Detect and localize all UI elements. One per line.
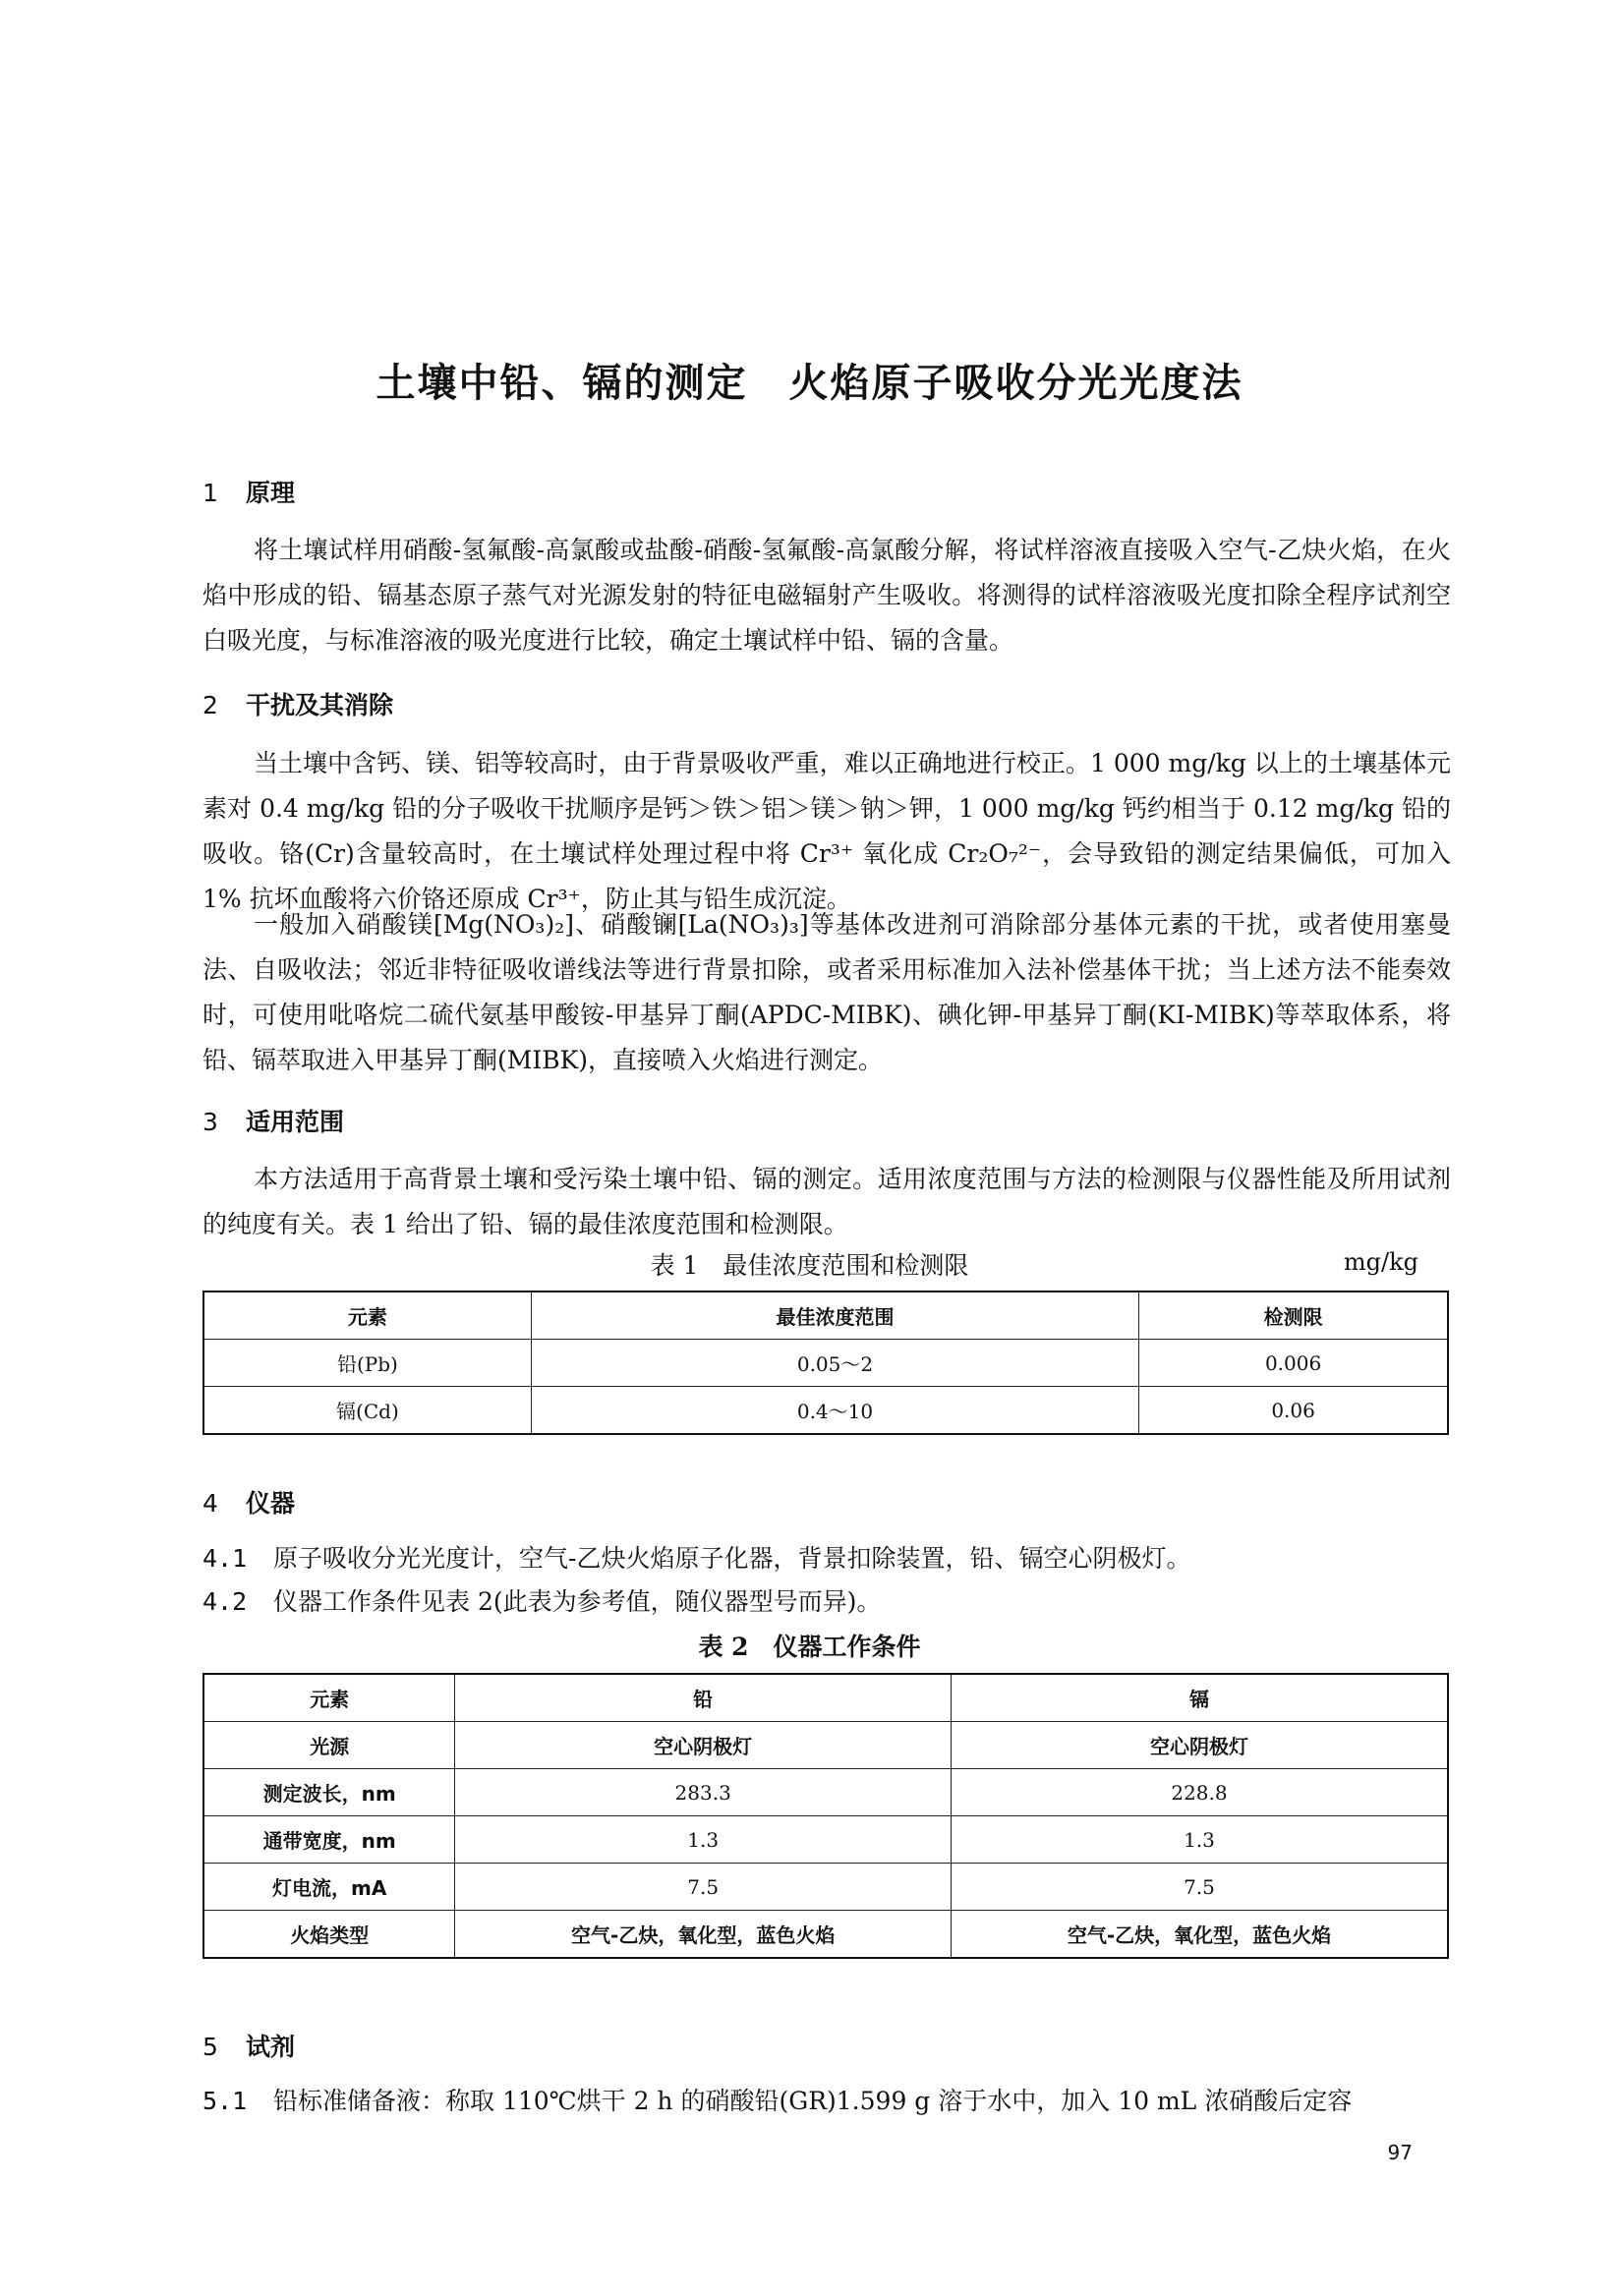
table-cell: 空气-乙炔，氧化型，蓝色火焰 [455, 1911, 952, 1959]
section-1-heading [202, 474, 295, 509]
table-cell: 0.006 [1139, 1340, 1448, 1387]
table-1 [202, 1291, 1449, 1435]
section-title: 干扰及其消除 [246, 691, 394, 719]
table-cell: 空心阴极灯 [455, 1722, 952, 1769]
page-title: 土壤中铅、镉的测定 火焰原子吸收分光光度法 [376, 360, 1243, 406]
table-row [203, 1387, 1448, 1435]
section-3-heading [202, 1103, 344, 1138]
table-header-cell: 检测限 [1139, 1292, 1448, 1340]
table-cell: 0.05～2 [531, 1340, 1138, 1387]
table-cell: 0.06 [1139, 1387, 1448, 1435]
table-1-caption: 表 1 最佳浓度范围和检测限 [650, 1251, 969, 1280]
item-4-1 [202, 1539, 1451, 1578]
table-cell: 283.3 [455, 1769, 952, 1816]
table-cell: 测定波长，nm [203, 1769, 455, 1816]
section-5-heading [202, 2028, 295, 2063]
table-cell: 空心阴极灯 [951, 1722, 1448, 1769]
section-3-paragraph: 本方法适用于高背景土壤和受污染土壤中铅、镉的测定。适用浓度范围与方法的检测限与仪器性能及所用试剂的纯度有关。表 1 给出了铅、镉的最佳浓度范围和检测限。 [202, 1165, 1451, 1238]
section-title: 适用范围 [246, 1108, 345, 1136]
item-number: 5.1 [202, 2087, 248, 2115]
section-number: 1 [202, 479, 218, 507]
table-cell: 1.3 [455, 1816, 952, 1864]
item-number: 4.1 [202, 1544, 248, 1573]
table-header-cell: 镉 [951, 1674, 1448, 1722]
table-header-cell: 最佳浓度范围 [531, 1292, 1138, 1340]
page-number: 97 [1387, 2141, 1413, 2164]
section-title: 试剂 [246, 2033, 296, 2061]
item-5-1 [202, 2082, 1451, 2121]
section-number: 4 [202, 1489, 218, 1518]
table-1-unit: mg/kg [1343, 1248, 1418, 1276]
table-header-cell: 元素 [203, 1292, 531, 1340]
table-row [203, 1722, 1448, 1769]
item-4-2 [202, 1582, 1451, 1622]
table-header-row [203, 1674, 1448, 1722]
section-1-paragraph: 将土壤试样用硝酸-氢氟酸-高氯酸或盐酸-硝酸-氢氟酸-高氯酸分解，将试样溶液直接吸入空气-乙炔火焰，在火焰中形成的铅、镉基态原子蒸气对光源发射的特征电磁辐射产生吸收。将测得的试样溶液吸光度扣除全程序试剂空白吸光度，与标准溶液的吸光度进行比较，确定土壤试样中铅、镉的含量。 [202, 536, 1451, 655]
section-number: 2 [202, 691, 218, 719]
table-cell: 灯电流，mA [203, 1864, 455, 1911]
section-title: 原理 [246, 479, 296, 507]
section-number: 5 [202, 2033, 218, 2061]
table-row [203, 1769, 1448, 1816]
table-cell: 火焰类型 [203, 1911, 455, 1959]
table-header-cell: 元素 [203, 1674, 455, 1722]
table-cell: 7.5 [951, 1864, 1448, 1911]
item-text: 铅标准储备液：称取 110℃烘干 2 h 的硝酸铅(GR)1.599 g 溶于水中，加入 10 mL 浓硝酸后定容 [273, 2087, 1353, 2115]
section-2-paragraph-1: 当土壤中含钙、镁、铝等较高时，由于背景吸收严重，难以正确地进行校正。1 000 mg/kg 以上的土壤基体元素对 0.4 mg/kg 铅的分子吸收干扰顺序是钙＞铁＞铝＞镁＞钠＞钾，1 000 mg/kg 钙约相当于 0.12 mg/kg 铅的吸收。铬(Cr)含量较高时，在土壤试样处理过程中将 Cr³⁺ 氧化成 Cr₂O₇²⁻，会导致铅的测定结果偏低，可加入 1% 抗坏血酸将六价铬还原成 Cr³⁺，防止其与铅生成沉淀。 [202, 749, 1451, 913]
section-number: 3 [202, 1108, 218, 1136]
table-row [203, 1864, 1448, 1911]
section-2-paragraph-2: 一般加入硝酸镁[Mg(NO₃)₂]、硝酸镧[La(NO₃)₃]等基体改进剂可消除部分基体元素的干扰，或者使用塞曼法、自吸收法；邻近非特征吸收谱线法等进行背景扣除，或者采用标准加入法补偿基体干扰；当上述方法不能奏效时，可使用吡咯烷二硫代氨基甲酸铵-甲基异丁酮(APDC-MIBK)、碘化钾-甲基异丁酮(KI-MIBK)等萃取体系，将铅、镉萃取进入甲基异丁酮(MIBK)，直接喷入火焰进行测定。 [202, 910, 1451, 1074]
table-row [203, 1911, 1448, 1959]
table-cell: 1.3 [951, 1816, 1448, 1864]
table-cell: 铅(Pb) [203, 1340, 531, 1387]
section-2-heading [202, 686, 393, 721]
table-cell: 0.4～10 [531, 1387, 1138, 1435]
table-row [203, 1816, 1448, 1864]
table-cell: 7.5 [455, 1864, 952, 1911]
section-4-heading [202, 1484, 295, 1520]
table-cell: 通带宽度，nm [203, 1816, 455, 1864]
item-text: 仪器工作条件见表 2(此表为参考值，随仪器型号而异)。 [273, 1587, 882, 1616]
table-cell: 光源 [203, 1722, 455, 1769]
table-cell: 空气-乙炔，氧化型，蓝色火焰 [951, 1911, 1448, 1959]
table-cell: 镉(Cd) [203, 1387, 531, 1435]
table-header-row [203, 1292, 1448, 1340]
table-2-caption: 表 2 仪器工作条件 [698, 1633, 921, 1661]
table-header-cell: 铅 [455, 1674, 952, 1722]
table-cell: 228.8 [951, 1769, 1448, 1816]
table-2 [202, 1673, 1449, 1959]
item-text: 原子吸收分光光度计，空气-乙炔火焰原子化器，背景扣除装置，铅、镉空心阴极灯。 [273, 1544, 1191, 1573]
table-row [203, 1340, 1448, 1387]
section-title: 仪器 [246, 1489, 296, 1518]
item-number: 4.2 [202, 1587, 248, 1616]
